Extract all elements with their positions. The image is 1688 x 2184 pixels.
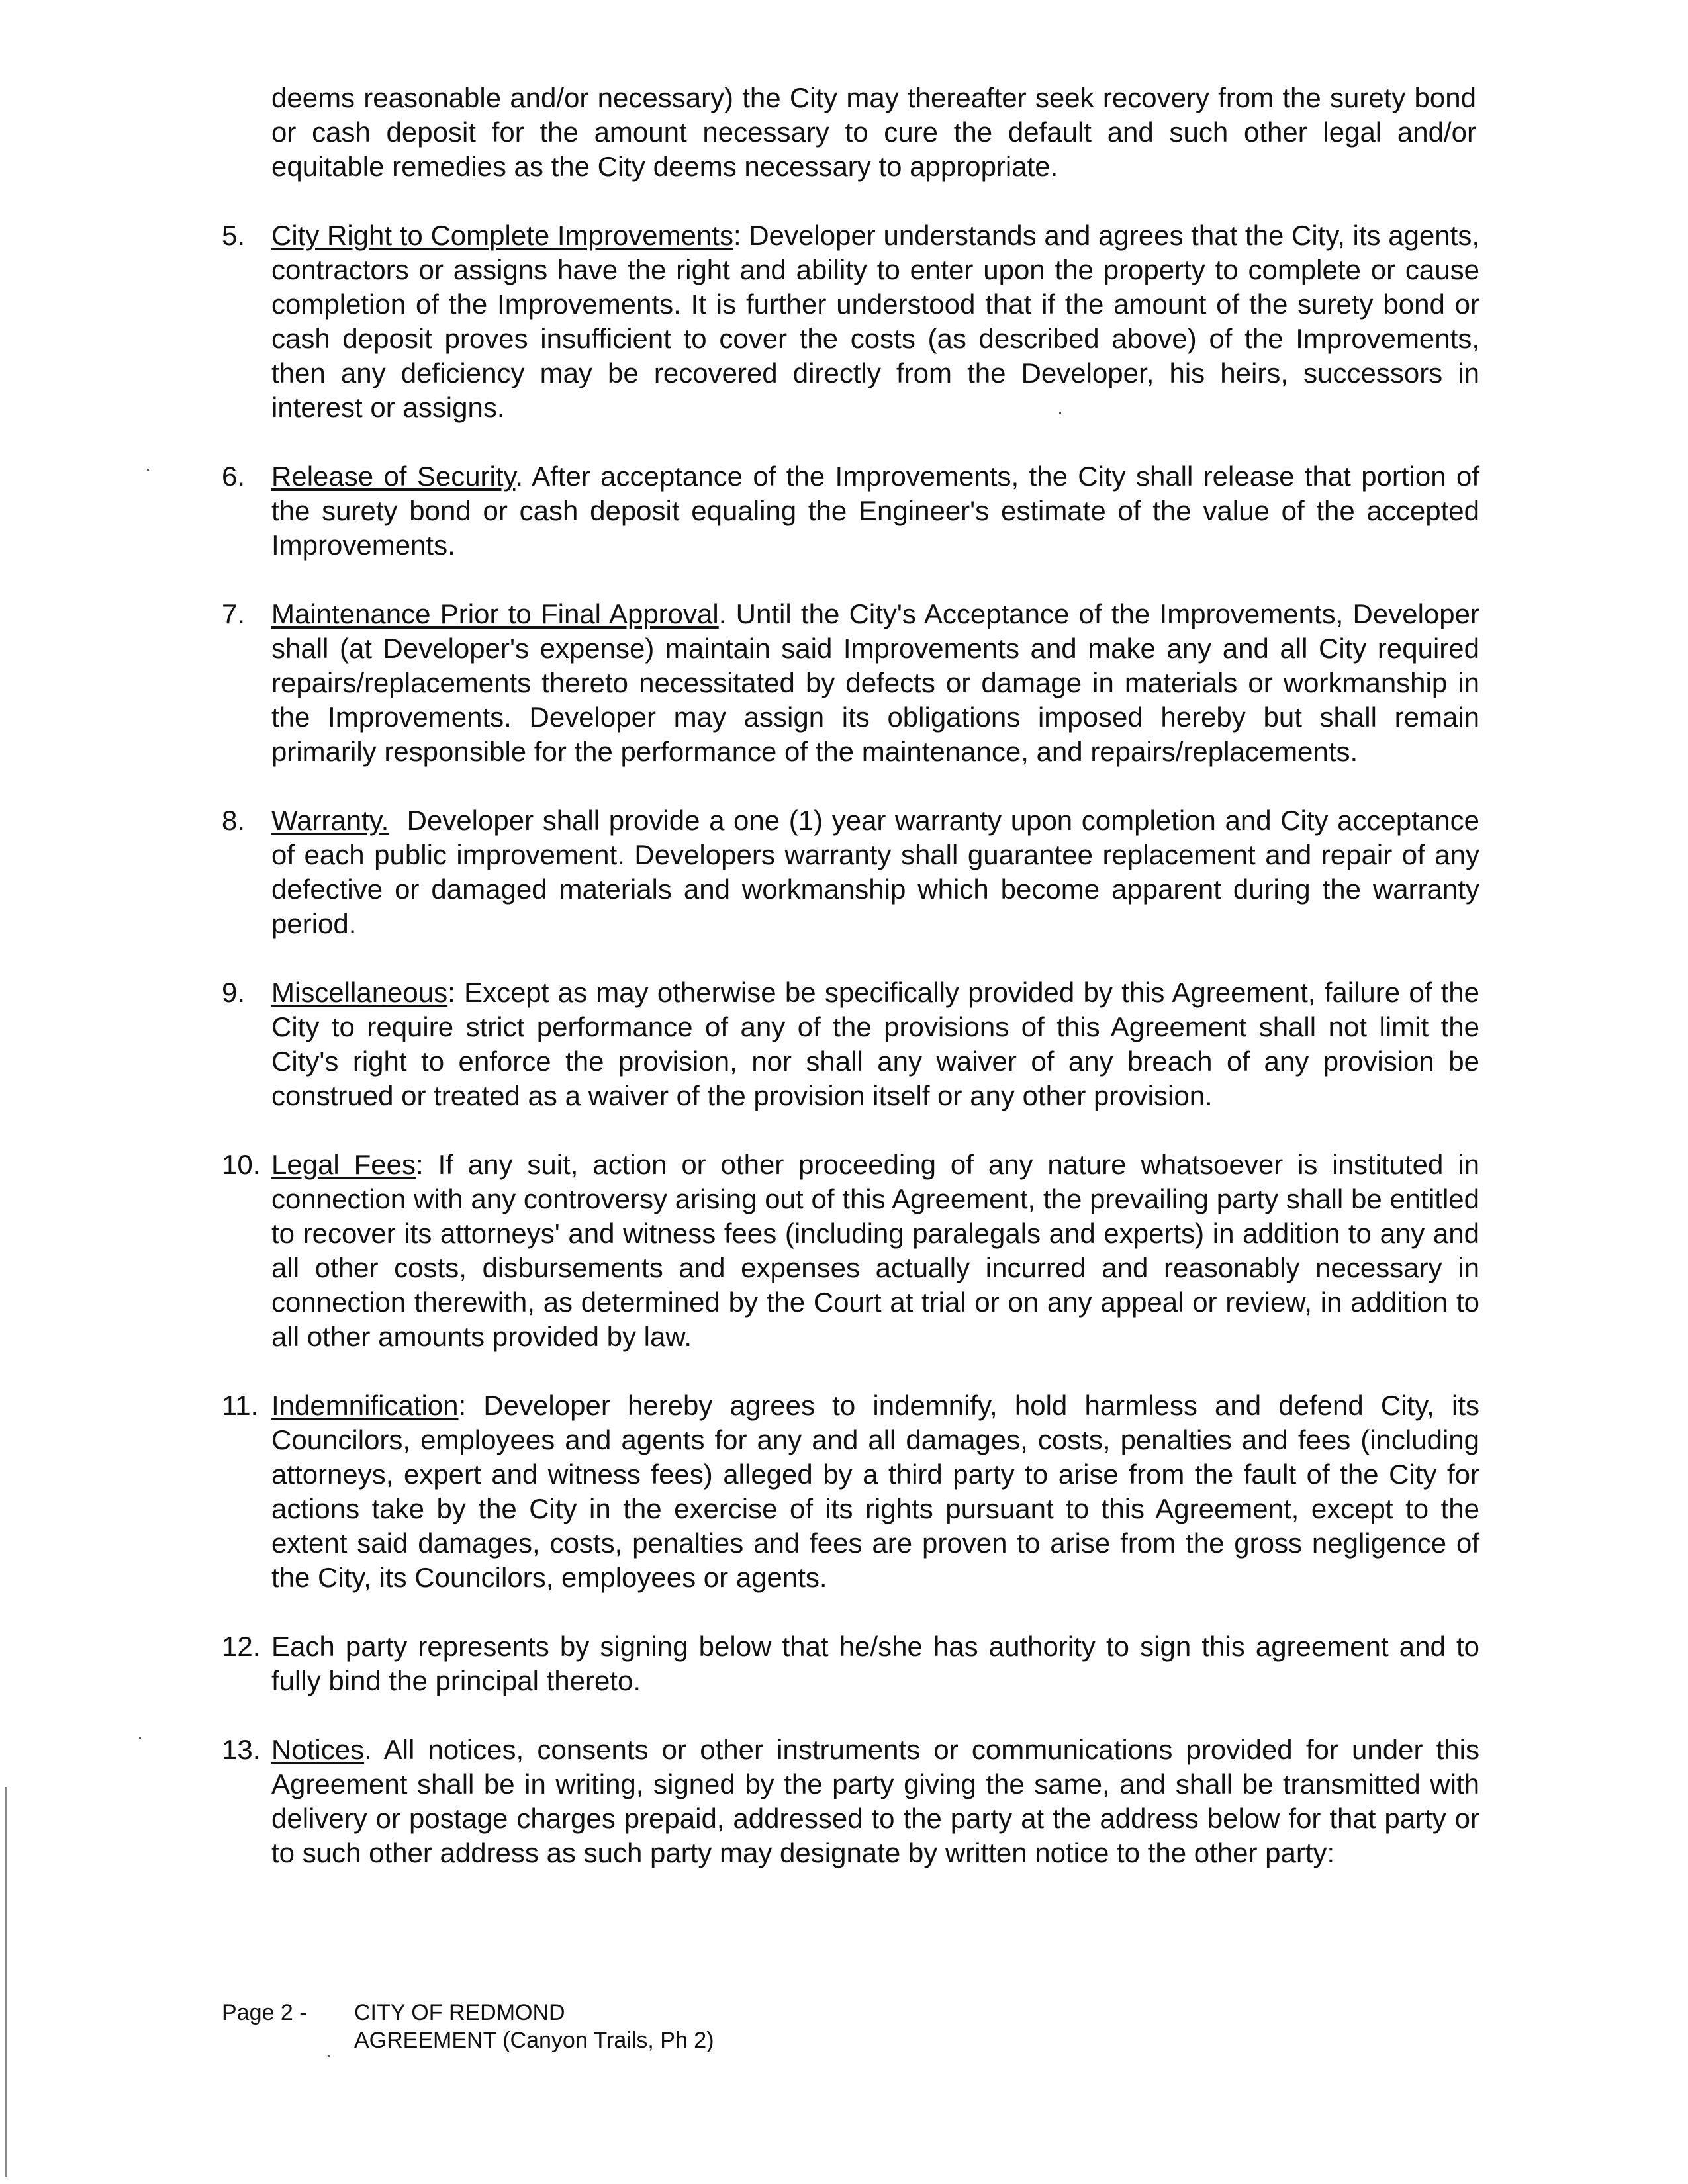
section-body — [271, 803, 1479, 941]
section-heading: Notices — [271, 1734, 365, 1765]
page-footer — [222, 1999, 714, 2054]
section-heading: Indemnification — [271, 1390, 459, 1421]
scan-edge-line — [5, 1787, 7, 2177]
section-body — [271, 459, 1479, 563]
section-number: 10. — [222, 1149, 261, 1180]
section-separator: : — [447, 977, 465, 1008]
section-separator: . — [515, 461, 532, 492]
lead-paragraph: deems reasonable and/or necessary) the City may thereafter seek recovery from the surety bond or cash deposit for the amount necessary to cure the default and such other legal and/or equitable remedies as the City deems necessary to appropriate. — [271, 82, 1476, 182]
section-number: 13. — [222, 1734, 261, 1765]
section-text: After acceptance of the Improvements, the City shall release that portion of the surety bond or cash deposit equaling the Engineer's estimate of the value of the accepted Improvements. — [271, 461, 1479, 561]
section-separator — [389, 805, 406, 836]
section-separator: : — [458, 1390, 484, 1421]
footer-lines — [354, 1999, 714, 2054]
section-separator: : — [416, 1149, 438, 1180]
section-heading: Release of Security — [271, 461, 516, 492]
section-number: 12. — [222, 1631, 261, 1662]
section-number: 5. — [222, 220, 246, 251]
section-text: Each party represents by signing below that he/she has authority to sign this agreement and to fully bind the principal thereto. — [271, 1631, 1479, 1696]
section-13 — [222, 1733, 1479, 1870]
section-heading: Maintenance Prior to Final Approval — [271, 598, 719, 629]
scan-speck — [147, 469, 149, 471]
section-body — [271, 1629, 1479, 1698]
section-number: 9. — [222, 977, 246, 1008]
section-heading: City Right to Complete Improvements — [271, 220, 733, 251]
section-list — [222, 218, 1479, 1905]
section-body — [271, 976, 1479, 1113]
section-heading: Miscellaneous — [271, 977, 448, 1008]
section-separator: : — [733, 220, 749, 251]
section-body — [271, 218, 1479, 425]
footer-line-1: CITY OF REDMOND — [354, 2000, 565, 2025]
section-11 — [222, 1388, 1479, 1595]
section-body — [271, 1148, 1479, 1354]
section-6 — [222, 459, 1479, 563]
section-7 — [222, 597, 1479, 769]
scan-speck — [1059, 412, 1061, 414]
section-heading: Legal Fees — [271, 1149, 416, 1180]
section-12 — [222, 1629, 1479, 1698]
section-5 — [222, 218, 1479, 425]
section-text: If any suit, action or other proceeding of any nature whatsoever is instituted in connection with any controversy arising out of this Agreement, the prevailing party shall be entitled to recover its attorneys' and witness fees (including paralegals and experts) in addition to any and all other costs, disbursements and expenses actually incurred and reasonably necessary in connection therewith, as determined by the Court at trial or on any appeal or review, in addition to all other amounts provided by law. — [271, 1149, 1479, 1352]
footer-page-label: Page 2 - — [222, 2000, 307, 2025]
section-text: Developer shall provide a one (1) year warranty upon completion and City acceptance of each public improvement. Developers warranty shall guarantee replacement and repair of any defective or damaged materials and workmanship which become apparent during the warranty period. — [271, 805, 1479, 939]
section-8 — [222, 803, 1479, 941]
section-text: Until the City's Acceptance of the Improvements, Developer shall (at Developer's expense) maintain said Improvements and make any and all City required repairs/replacements thereto necessitated by defects or damage in materials or workmanship in the Improvements. Developer may assign its obligations imposed hereby but shall remain primarily responsible for the performance of the maintenance, and repairs/replacements. — [271, 598, 1479, 767]
section-text: Developer understands and agrees that the City, its agents, contractors or assigns have the right and ability to enter upon the property to complete or cause completion of the Improvements. It is further understood that if the amount of the surety bond or cash deposit proves insufficient to cover the costs (as described above) of the Improvements, then any deficiency may be recovered directly from the Developer, his heirs, successors in interest or assigns. — [271, 220, 1480, 423]
scan-speck — [139, 1737, 141, 1739]
section-9 — [222, 976, 1479, 1113]
section-body — [271, 1388, 1479, 1595]
scan-speck — [328, 2055, 330, 2057]
footer-line-2: AGREEMENT (Canyon Trails, Ph 2) — [354, 2028, 714, 2053]
section-separator: . — [718, 598, 736, 629]
section-body — [271, 597, 1479, 769]
section-number: 8. — [222, 805, 246, 836]
section-number: 7. — [222, 598, 246, 629]
section-heading: Warranty. — [271, 805, 389, 836]
section-text: Developer hereby agrees to indemnify, hold harmless and defend City, its Councilors, employees and agents for any and all damages, costs, penalties and fees (including attorneys, expert and witness fees) alleged by a third party to arise from the fault of the City for actions take by the City in the exercise of its rights pursuant to this Agreement, except to the extent said damages, costs, penalties and fees are proven to arise from the gross negligence of the City, its Councilors, employees or agents. — [271, 1390, 1479, 1593]
section-text: Except as may otherwise be specifically provided by this Agreement, failure of the City to require strict performance of any of the provisions of this Agreement shall not limit the City's right to enforce the provision, nor shall any waiver of any breach of any provision be construed or treated as a waiver of the provision itself or any other provision. — [271, 977, 1479, 1111]
section-10 — [222, 1148, 1479, 1354]
section-separator: . — [364, 1734, 384, 1765]
section-text: All notices, consents or other instruments or communications provided for under this Agreement shall be in writing, signed by the party giving the same, and shall be transmitted with delivery or postage charges prepaid, addressed to the party at the address below for that party or to such other address as such party may designate by written notice to the other party: — [271, 1734, 1479, 1868]
section-body — [271, 1733, 1479, 1870]
section-number: 11. — [222, 1390, 259, 1421]
section-number: 6. — [222, 461, 246, 492]
